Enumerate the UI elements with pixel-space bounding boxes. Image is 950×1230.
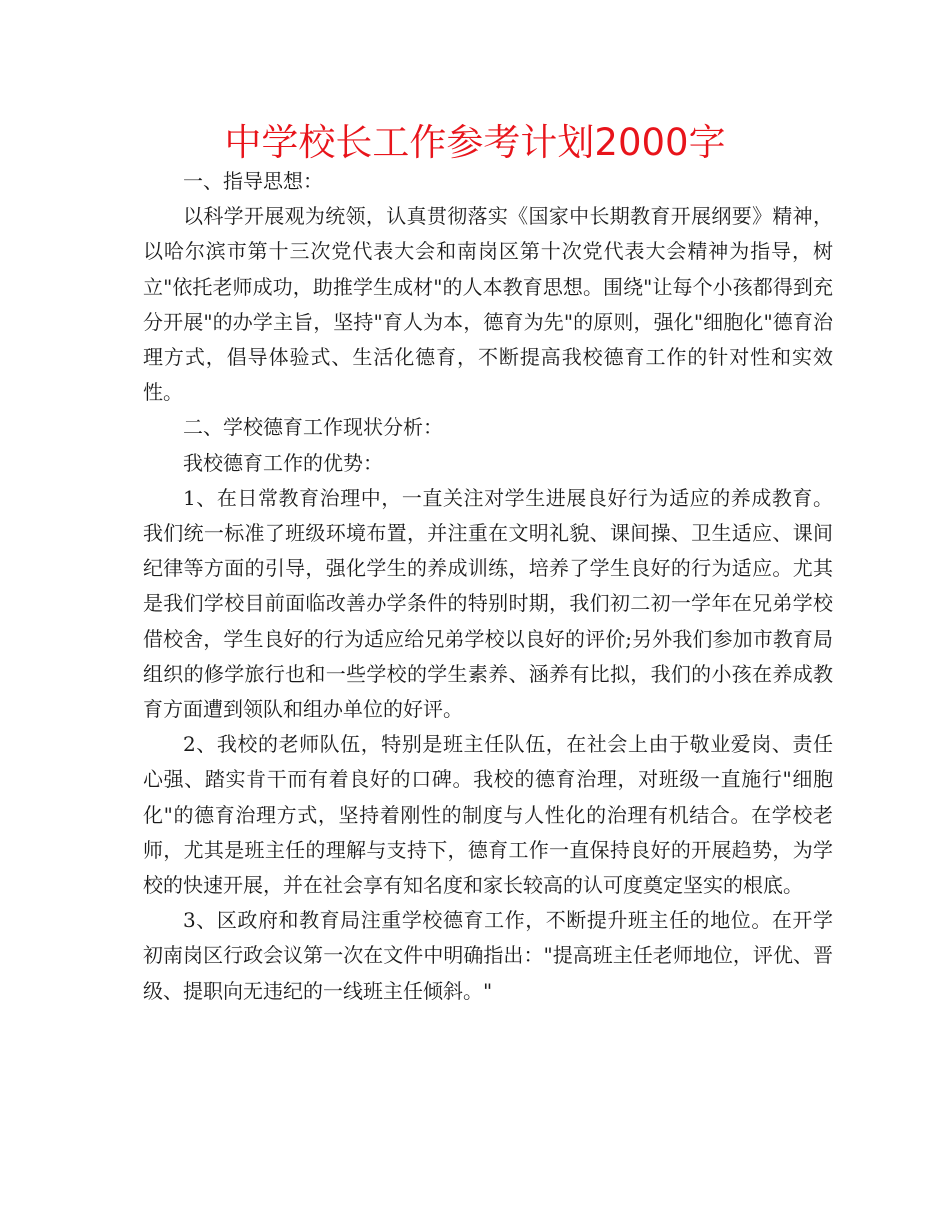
- document-body: [143, 164, 833, 1009]
- paragraph-advantage-3: 3、区政府和教育局注重学校德育工作，不断提升班主任的地位。在开学初南岗区行政会议第一次在文件中明确指出："提高班主任老师地位，评优、晋级、提职向无违纪的一线班主任倾斜。": [143, 908, 833, 1003]
- subheading-advantages: 我校德育工作的优势：: [183, 450, 383, 475]
- section-heading-guiding-ideology: 一、指导思想：: [183, 169, 323, 193]
- paragraph-advantage-1: 1、在日常教育治理中，一直关注对学生进展良好行为适应的养成教育。我们统一标准了班级环境布置，并注重在文明礼貌、课间操、卫生适应、课间纪律等方面的引导，强化学生的养成训练，培养了学生良好的行为适应。尤其是我们学校目前面临改善办学条件的特别时期，我们初二初一学年在兄弟学校借校舍，学生良好的行为适应给兄弟学校以良好的评价;另外我们参加市教育局组织的修学旅行也和一些学校的学生素养、涵养有比拟，我们的小孩在养成教育方面遭到领队和组办单位的好评。: [143, 485, 833, 722]
- document-title: 中学校长工作参考计划2000字: [224, 121, 726, 164]
- paragraph-guiding-ideology: 以科学开展观为统领，认真贯彻落实《国家中长期教育开展纲要》精神，以哈尔滨市第十三次党代表大会和南岗区第十次党代表大会精神为指导，树立"依托老师成功，助推学生成材"的人本教育思想。围绕"让每个小孩都得到充分开展"的办学主旨，坚持"育人为本，德育为先"的原则，强化"细胞化"德育治理方式，倡导体验式、生活化德育，不断提高我校德育工作的针对性和实效性。: [143, 204, 833, 405]
- paragraph-advantage-2: 2、我校的老师队伍，特别是班主任队伍，在社会上由于敬业爱岗、责任心强、踏实肯干而有着良好的口碑。我校的德育治理，对班级一直施行"细胞化"的德育治理方式，坚持着刚性的制度与人性化的治理有机结合。在学校老师，尤其是班主任的理解与支持下，德育工作一直保持良好的开展趋势，为学校的快速开展，并在社会享有知名度和家长较高的认可度奠定坚实的根底。: [143, 732, 833, 898]
- section-heading-status-analysis: 二、学校德育工作现状分析：: [183, 415, 443, 440]
